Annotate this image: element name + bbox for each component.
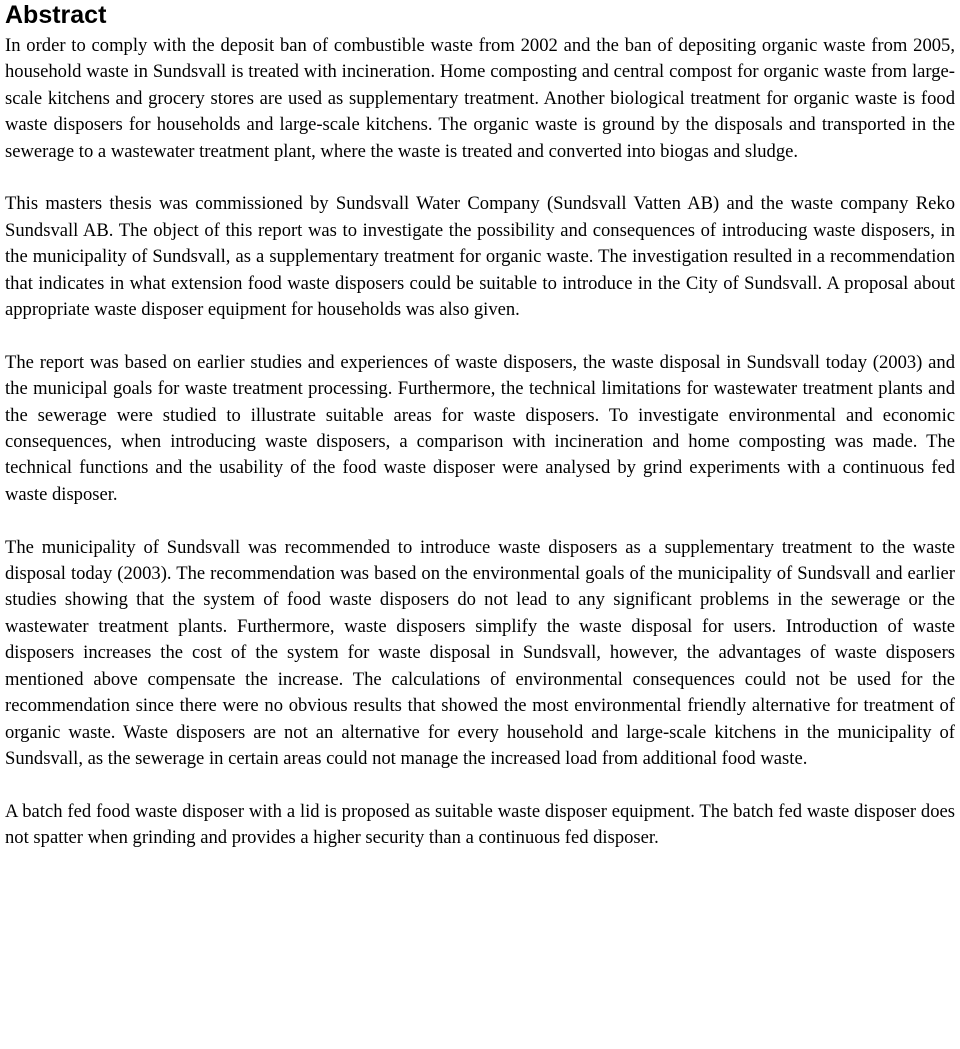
abstract-heading: Abstract xyxy=(5,1,107,29)
abstract-paragraph-2: This masters thesis was commissioned by Sundsvall Water Company (Sundsvall Vatten AB) and the waste company Reko Sundsvall AB. The object of this report was to investigate the possibility and consequences of introducing waste disposers, in the municipality of Sundsvall, as a supplementary treatment for organic waste. The investigation resulted in a recommendation that indicates in what extension food waste disposers could be suitable to introduce in the City of Sundsvall. A proposal about appropriate waste disposer equipment for households was also given. xyxy=(5,193,955,321)
abstract-paragraph-3: The report was based on earlier studies and experiences of waste disposers, the waste disposal in Sundsvall today (2003) and the municipal goals for waste treatment processing. Furthermore, the technical limitations for wastewater treatment plants and the sewerage were studied to illustrate suitable areas for waste disposers. To investigate environmental and economic consequences, when introducing waste disposers, a comparison with incineration and home composting was made. The technical functions and the usability of the food waste disposer were analysed by grind experiments with a continuous fed waste disposer. xyxy=(5,351,955,505)
abstract-paragraph-4: The municipality of Sundsvall was recommended to introduce waste disposers as a supplementary treatment to the waste disposal today (2003). The recommendation was based on the environmental goals of the municipality of Sundsvall and earlier studies showing that the system of food waste disposers do not lead to any significant problems in the sewerage or the wastewater treatment plants. Furthermore, waste disposers simplify the waste disposal for users. Introduction of waste disposers increases the cost of the system for waste disposal in Sundsvall, however, the advantages of waste disposers mentioned above compensate the increase. The calculations of environmental consequences could not be used for the recommendation since there were no obvious results that showed the most environmental friendly alternative for treatment of organic waste. Waste disposers are not an alternative for every household and large-scale kitchens in the municipality of Sundsvall, as the sewerage in certain areas could not manage the increased load from additional food waste. xyxy=(5,536,955,769)
abstract-paragraph-5: A batch fed food waste disposer with a lid is proposed as suitable waste disposer equipment. The batch fed waste disposer does not spatter when grinding and provides a higher security than a continuous fed disposer. xyxy=(5,800,955,849)
abstract-paragraph-1: In order to comply with the deposit ban of combustible waste from 2002 and the ban of depositing organic waste from 2005, household waste in Sundsvall is treated with incineration. Home composting and central compost for organic waste from large-scale kitchens and grocery stores are used as supplementary treatment. Another biological treatment for organic waste is food waste disposers for households and large-scale kitchens. The organic waste is ground by the disposals and transported in the sewerage to a wastewater treatment plant, where the waste is treated and converted into biogas and sludge. xyxy=(5,35,955,162)
document-page xyxy=(5,0,955,852)
